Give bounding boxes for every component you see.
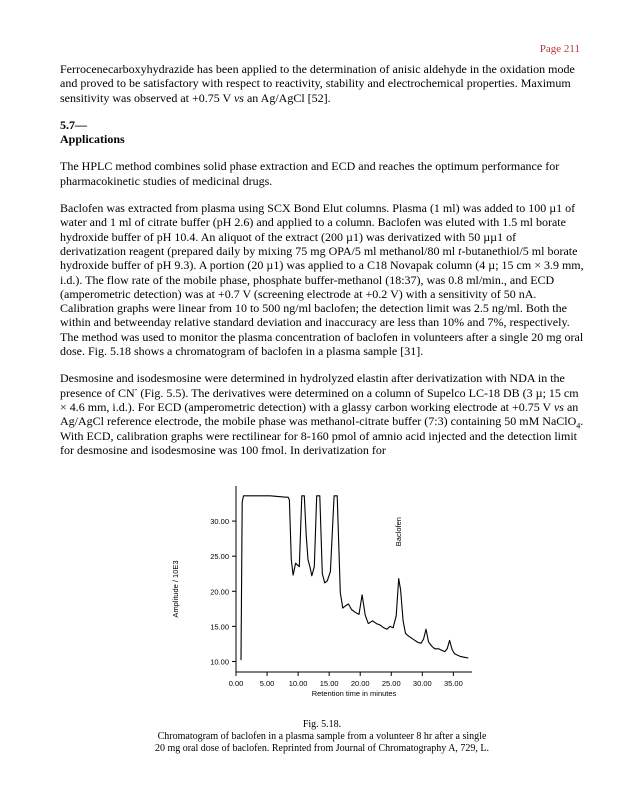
x-tick-label: 0.00 <box>228 679 244 688</box>
chromatogram-trace <box>241 496 468 660</box>
chromatogram-chart <box>168 480 488 698</box>
y-tick-label: 10.00 <box>210 657 229 667</box>
x-tick-label: 25.00 <box>381 679 401 688</box>
figure-number: Fig. 5.18. <box>302 719 342 730</box>
y-tick-label: 20.00 <box>210 587 229 597</box>
y-tick-label: 30.00 <box>210 517 229 527</box>
paragraph-ferrocene: Ferrocenecarboxyhydrazide has been applied to the determination of anisic aldehyde in the oxidation mode and proved to be satisfactory with respect to reactivity, stability and electrochemical properties. Maximum sensitivity was observed at +0.75 V vs an Ag/AgCl [52]. <box>60 62 575 105</box>
paragraph-baclofen: Baclofen was extracted from plasma using SCX Bond Elut columns. Plasma (1 ml) was added to 100 µ1 of water and 1 ml of citrate buffer (pH 2.6) and applied to a column. Baclofen was eluted with 1.5 ml borate hydroxide buffer of pH 10.4. An aliquot of the extract (200 µ1) was derivatized with 50 µµ1 of derivatization reagent (prepared daily by mixing 75 mg OPA/5 ml methanol/80 ml t-butanethiol/5 ml borate hydroxide buffer of pH 9.3). A portion (20 µ1) was applied to a C18 Novapak column (4 µ; 15 cm × 3.9 mm, i.d.). The flow rate of the mobile phase, phosphate buffer-methanol (18:37), was 0.8 ml/min., and ECD (amperometric detection) was at +0.7 V (screening electrode at +0.2 V) with a sensitivity of 50 nA. Calibration graphs were linear from 10 to 500 ng/ml baclofen; the detection limit was 2.5 ng/ml. Both the within and betweenday relative standard deviation and inaccuracy are less than 10% and 7%, respectively. The method was used to monitor the plasma concentration of baclofen in volunteers after a single 20 mg oral dose. Fig. 5.18 shows a chromatogram of baclofen in a plasma sample [31]. <box>60 201 584 359</box>
x-axis-label: Retention time in minutes <box>311 689 397 698</box>
section-title: Applications <box>60 132 125 147</box>
x-tick-label: 20.00 <box>350 679 370 688</box>
x-tick-label: 15.00 <box>319 679 339 688</box>
body-text <box>60 62 584 470</box>
y-tick-label: 25.00 <box>210 552 229 562</box>
x-tick-label: 35.00 <box>443 679 463 688</box>
section-heading <box>60 118 584 147</box>
caption-line-1: Chromatogram of baclofen in a plasma sample from a volunteer 8 hr after a single <box>157 731 487 742</box>
x-tick-label: 5.00 <box>259 679 275 688</box>
x-tick-label: 10.00 <box>288 679 308 688</box>
x-tick-label: 30.00 <box>412 679 432 688</box>
caption-line-2: 20 mg oral dose of baclofen. Reprinted from Journal of Chromatography A, 729, L. <box>154 743 490 754</box>
page-number: Page 211 <box>539 43 580 55</box>
chromatogram-figure <box>168 480 488 698</box>
baclofen-peak-label: Baclofen <box>394 517 404 547</box>
y-tick-label: 15.00 <box>210 622 229 632</box>
paragraph-desmosine: Desmosine and isodesmosine were determined in hydrolyzed elastin after derivatization with NDA in the presence of CN- (Fig. 5.5). The derivatives were determined on a column of Supelco LC-18 DB (3 µ; 15 cm × 4.6 mm, i.d.). For ECD (amperometric detection) with a glassy carbon working electrode at +0.75 V vs an Ag/AgCl reference electrode, the mobile phase was methanol-citrate buffer (7:3) containing 50 mM NaClO$_4$. With ECD, calibration graphs were rectilinear for 8-160 pmol of amnio acid injected and the detection limit for desmosine and isodesmosine was 100 fmol. In derivatization for <box>60 371 584 457</box>
paragraph-hplc: The HPLC method combines solid phase extraction and ECD and reaches the optimum performance for pharmacokinetic studies of medicinal drugs. <box>60 159 560 188</box>
figure-caption <box>60 719 584 755</box>
section-number: 5.7— <box>60 117 87 132</box>
y-axis-label: Amplitude / 10E3 <box>171 560 180 618</box>
